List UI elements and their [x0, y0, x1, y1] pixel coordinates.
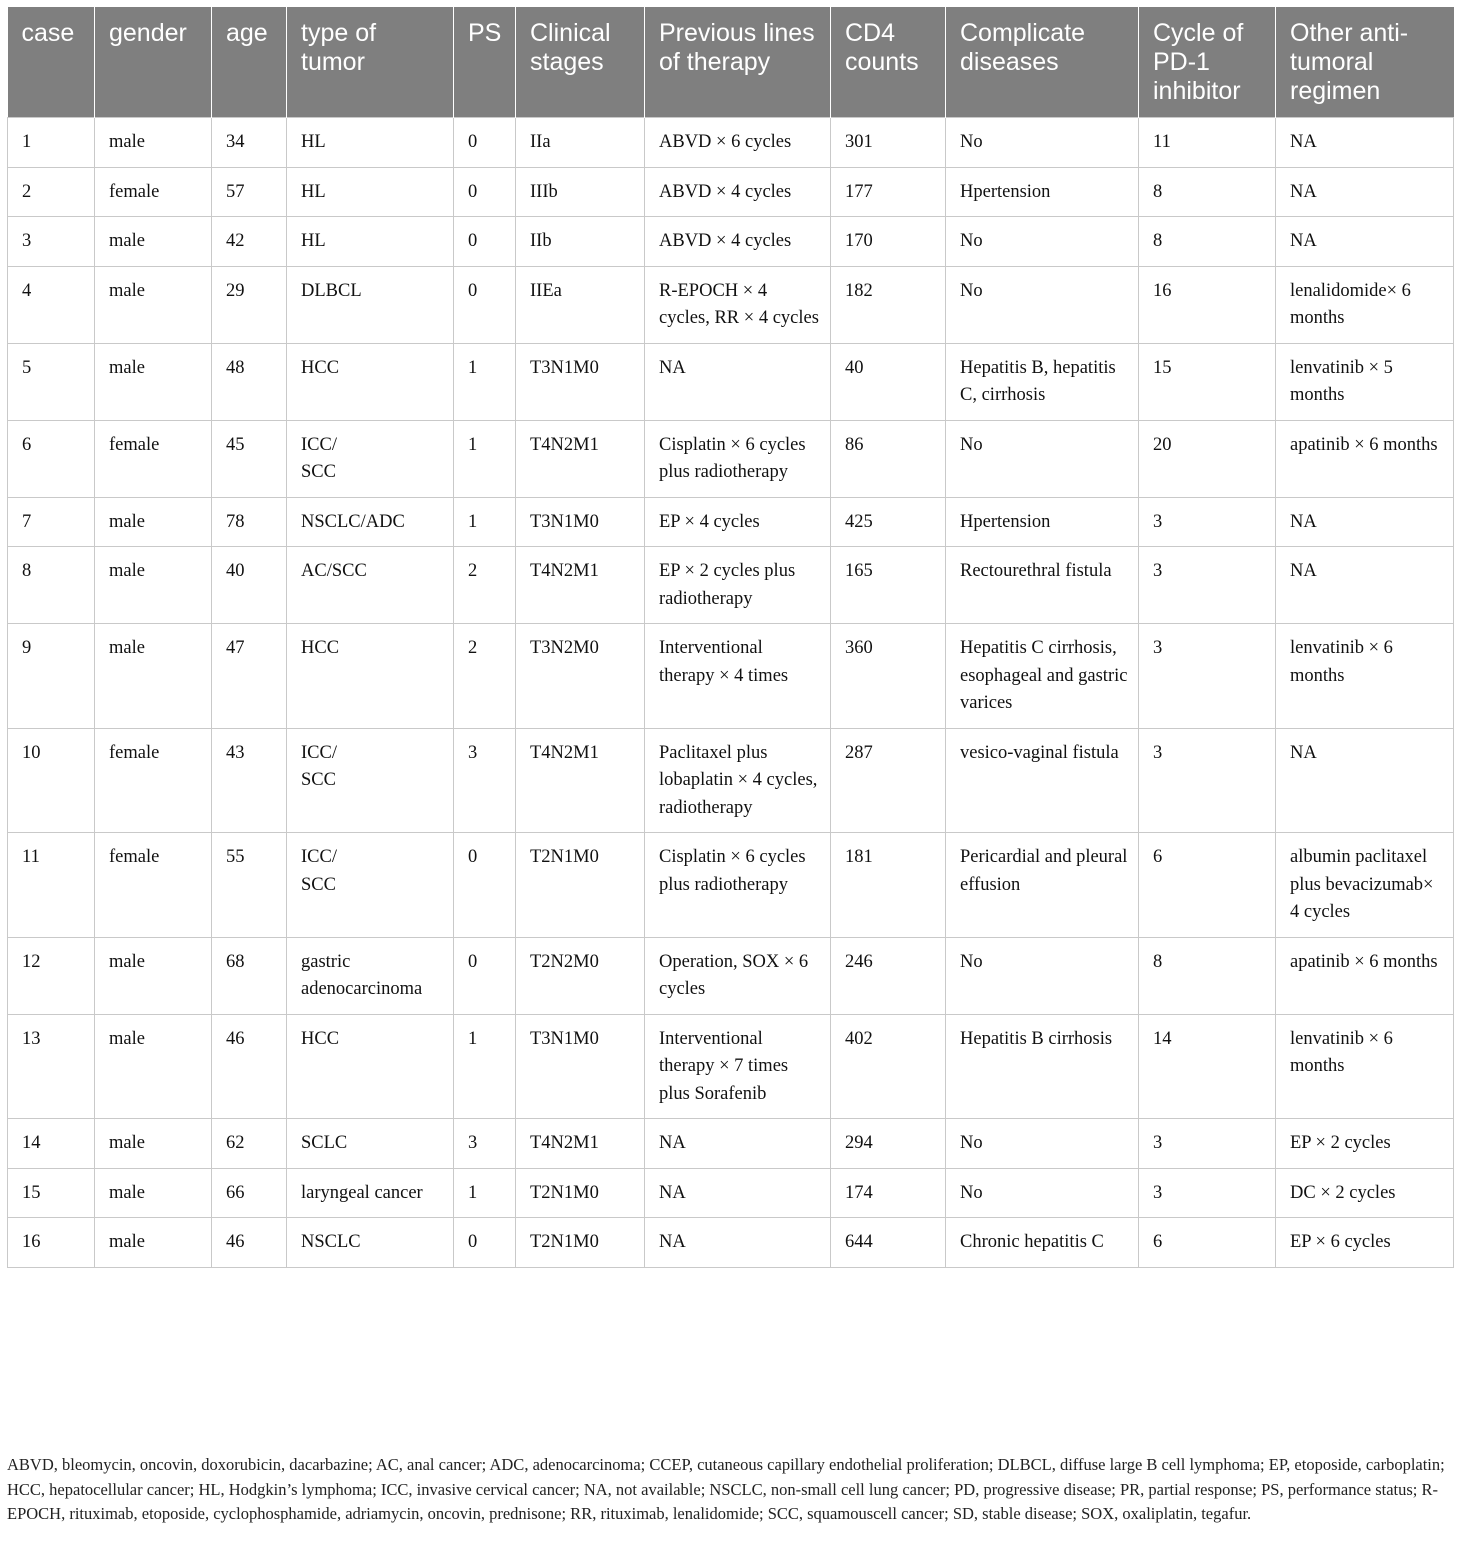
cell-complicate-disease: No — [946, 1168, 1139, 1218]
cell-pd1-cycles: 6 — [1139, 1218, 1276, 1268]
cell-tumor-type: ICC/ SCC — [287, 420, 454, 497]
header-previous-therapy: Previous lines of therapy — [645, 7, 831, 118]
cell-pd1-cycles: 11 — [1139, 118, 1276, 168]
cell-other-regimen: NA — [1276, 217, 1454, 267]
cell-other-regimen: albumin paclitaxel plus bevacizumab× 4 cycles — [1276, 833, 1454, 938]
cell-previous-therapy: ABVD × 4 cycles — [645, 217, 831, 267]
table-row — [8, 547, 1454, 624]
cell-age: 55 — [212, 833, 287, 938]
cell-pd1-cycles: 3 — [1139, 547, 1276, 624]
cell-ps: 2 — [454, 547, 516, 624]
table-row — [8, 624, 1454, 729]
cell-tumor-type: HL — [287, 167, 454, 217]
cell-case: 9 — [8, 624, 95, 729]
table-row — [8, 833, 1454, 938]
cell-gender: male — [95, 1119, 212, 1169]
cell-complicate-disease: Hpertension — [946, 167, 1139, 217]
cell-gender: male — [95, 1168, 212, 1218]
cell-case: 15 — [8, 1168, 95, 1218]
cell-cd4-count: 287 — [831, 728, 946, 833]
cell-gender: male — [95, 343, 212, 420]
cell-pd1-cycles: 8 — [1139, 937, 1276, 1014]
cell-ps: 0 — [454, 217, 516, 267]
cell-case: 3 — [8, 217, 95, 267]
cell-gender: male — [95, 118, 212, 168]
cell-gender: male — [95, 266, 212, 343]
cell-ps: 0 — [454, 266, 516, 343]
cell-case: 8 — [8, 547, 95, 624]
cell-other-regimen: EP × 6 cycles — [1276, 1218, 1454, 1268]
cell-complicate-disease: No — [946, 420, 1139, 497]
cell-complicate-disease: Hepatitis C cirrhosis, esophageal and gastric varices — [946, 624, 1139, 729]
cell-case: 16 — [8, 1218, 95, 1268]
cell-age: 48 — [212, 343, 287, 420]
cell-cd4-count: 425 — [831, 497, 946, 547]
cell-clinical-stage: T3N1M0 — [516, 343, 645, 420]
cell-other-regimen: lenvatinib × 6 months — [1276, 1014, 1454, 1119]
cell-gender: male — [95, 1014, 212, 1119]
cell-pd1-cycles: 8 — [1139, 167, 1276, 217]
cell-cd4-count: 165 — [831, 547, 946, 624]
cell-clinical-stage: IIa — [516, 118, 645, 168]
cell-complicate-disease: vesico-vaginal fistula — [946, 728, 1139, 833]
cell-gender: female — [95, 167, 212, 217]
cell-other-regimen: lenvatinib × 5 months — [1276, 343, 1454, 420]
cell-age: 43 — [212, 728, 287, 833]
cell-case: 13 — [8, 1014, 95, 1119]
cell-clinical-stage: T2N1M0 — [516, 1168, 645, 1218]
cell-cd4-count: 86 — [831, 420, 946, 497]
header-pd1-cycles: Cycle of PD-1 inhibitor — [1139, 7, 1276, 118]
cell-gender: male — [95, 217, 212, 267]
cell-case: 11 — [8, 833, 95, 938]
cell-age: 78 — [212, 497, 287, 547]
cell-ps: 0 — [454, 937, 516, 1014]
cell-ps: 1 — [454, 420, 516, 497]
cell-age: 40 — [212, 547, 287, 624]
cell-clinical-stage: IIEa — [516, 266, 645, 343]
cell-complicate-disease: Pericardial and pleural effusion — [946, 833, 1139, 938]
table-row — [8, 728, 1454, 833]
cell-tumor-type: ICC/ SCC — [287, 833, 454, 938]
cell-cd4-count: 170 — [831, 217, 946, 267]
cell-previous-therapy: Interventional therapy × 7 times plus Sorafenib — [645, 1014, 831, 1119]
cell-pd1-cycles: 15 — [1139, 343, 1276, 420]
patient-characteristics-table — [7, 7, 1454, 1268]
cell-cd4-count: 644 — [831, 1218, 946, 1268]
cell-cd4-count: 301 — [831, 118, 946, 168]
cell-ps: 0 — [454, 833, 516, 938]
cell-age: 68 — [212, 937, 287, 1014]
cell-other-regimen: DC × 2 cycles — [1276, 1168, 1454, 1218]
cell-tumor-type: gastric adenocarcinoma — [287, 937, 454, 1014]
cell-previous-therapy: Operation, SOX × 6 cycles — [645, 937, 831, 1014]
cell-clinical-stage: T3N1M0 — [516, 1014, 645, 1119]
cell-ps: 0 — [454, 1218, 516, 1268]
cell-complicate-disease: Hpertension — [946, 497, 1139, 547]
cell-pd1-cycles: 6 — [1139, 833, 1276, 938]
cell-other-regimen: NA — [1276, 118, 1454, 168]
cell-previous-therapy: EP × 2 cycles plus radiotherapy — [645, 547, 831, 624]
table-row — [8, 497, 1454, 547]
cell-ps: 0 — [454, 118, 516, 168]
cell-other-regimen: apatinib × 6 months — [1276, 420, 1454, 497]
cell-clinical-stage: T3N1M0 — [516, 497, 645, 547]
cell-ps: 2 — [454, 624, 516, 729]
cell-other-regimen: NA — [1276, 167, 1454, 217]
cell-cd4-count: 246 — [831, 937, 946, 1014]
table-row — [8, 343, 1454, 420]
table-row — [8, 1218, 1454, 1268]
cell-previous-therapy: EP × 4 cycles — [645, 497, 831, 547]
table-footnote: ABVD, bleomycin, oncovin, doxorubicin, dacarbazine; AC, anal cancer; ADC, adenocarcinoma; CCEP, cutaneous capillary endothelial proliferation; DLBCL, diffuse large B cell lymphoma; EP, etoposide, carboplatin; HCC, hepatocellular cancer; HL, Hodgkin’s lymphoma; ICC, invasive cervical cancer; NA, not available; NSCLC, non-small cell lung cancer; PD, progressive disease; PR, partial response; PS, performance status; R-EPOCH, rituximab, etoposide, cyclophosphamide, adriamycin, oncovin, prednisone; RR, rituximab, lenalidomide; SCC, squamouscell cancer; SD, stable disease; SOX, oxaliplatin, tegafur. — [7, 1455, 1445, 1523]
cell-other-regimen: NA — [1276, 547, 1454, 624]
table-row — [8, 217, 1454, 267]
header-cd4-counts: CD4 counts — [831, 7, 946, 118]
cell-gender: male — [95, 547, 212, 624]
cell-clinical-stage: T4N2M1 — [516, 1119, 645, 1169]
cell-case: 6 — [8, 420, 95, 497]
cell-tumor-type: HL — [287, 118, 454, 168]
cell-tumor-type: NSCLC — [287, 1218, 454, 1268]
cell-clinical-stage: T2N1M0 — [516, 1218, 645, 1268]
cell-complicate-disease: No — [946, 937, 1139, 1014]
cell-ps: 1 — [454, 1168, 516, 1218]
cell-complicate-disease: Hepatitis B, hepatitis C, cirrhosis — [946, 343, 1139, 420]
cell-cd4-count: 181 — [831, 833, 946, 938]
cell-case: 7 — [8, 497, 95, 547]
table-row — [8, 266, 1454, 343]
cell-clinical-stage: T4N2M1 — [516, 547, 645, 624]
cell-case: 14 — [8, 1119, 95, 1169]
cell-cd4-count: 40 — [831, 343, 946, 420]
cell-previous-therapy: NA — [645, 1218, 831, 1268]
cell-other-regimen: apatinib × 6 months — [1276, 937, 1454, 1014]
cell-other-regimen: lenalidomide× 6 months — [1276, 266, 1454, 343]
cell-other-regimen: NA — [1276, 728, 1454, 833]
table-row — [8, 167, 1454, 217]
cell-previous-therapy: NA — [645, 1168, 831, 1218]
cell-gender: male — [95, 624, 212, 729]
cell-case: 1 — [8, 118, 95, 168]
cell-cd4-count: 294 — [831, 1119, 946, 1169]
header-case: case — [8, 7, 95, 118]
cell-tumor-type: laryngeal cancer — [287, 1168, 454, 1218]
cell-tumor-type: AC/SCC — [287, 547, 454, 624]
header-other-regimen: Other anti-tumoral regimen — [1276, 7, 1454, 118]
cell-previous-therapy: NA — [645, 343, 831, 420]
cell-pd1-cycles: 3 — [1139, 1168, 1276, 1218]
cell-ps: 1 — [454, 1014, 516, 1119]
cell-complicate-disease: Hepatitis B cirrhosis — [946, 1014, 1139, 1119]
cell-gender: male — [95, 1218, 212, 1268]
table-row — [8, 1168, 1454, 1218]
cell-ps: 1 — [454, 497, 516, 547]
header-ps: PS — [454, 7, 516, 118]
table-row — [8, 118, 1454, 168]
cell-cd4-count: 174 — [831, 1168, 946, 1218]
cell-pd1-cycles: 8 — [1139, 217, 1276, 267]
cell-complicate-disease: No — [946, 217, 1139, 267]
table-row — [8, 1014, 1454, 1119]
cell-clinical-stage: T4N2M1 — [516, 728, 645, 833]
cell-tumor-type: SCLC — [287, 1119, 454, 1169]
cell-cd4-count: 402 — [831, 1014, 946, 1119]
cell-ps: 0 — [454, 167, 516, 217]
cell-previous-therapy: NA — [645, 1119, 831, 1169]
cell-other-regimen: EP × 2 cycles — [1276, 1119, 1454, 1169]
cell-age: 57 — [212, 167, 287, 217]
cell-gender: male — [95, 497, 212, 547]
cell-age: 42 — [212, 217, 287, 267]
header-clinical-stages: Clinical stages — [516, 7, 645, 118]
cell-tumor-type: HL — [287, 217, 454, 267]
table-container — [7, 7, 1453, 1268]
cell-previous-therapy: ABVD × 4 cycles — [645, 167, 831, 217]
cell-age: 46 — [212, 1218, 287, 1268]
cell-previous-therapy: R-EPOCH × 4 cycles, RR × 4 cycles — [645, 266, 831, 343]
cell-ps: 1 — [454, 343, 516, 420]
cell-age: 62 — [212, 1119, 287, 1169]
cell-case: 4 — [8, 266, 95, 343]
cell-complicate-disease: Rectourethral fistula — [946, 547, 1139, 624]
cell-pd1-cycles: 16 — [1139, 266, 1276, 343]
cell-pd1-cycles: 14 — [1139, 1014, 1276, 1119]
header-complicate-diseases: Complicate diseases — [946, 7, 1139, 118]
cell-previous-therapy: Cisplatin × 6 cycles plus radiotherapy — [645, 420, 831, 497]
cell-clinical-stage: IIIb — [516, 167, 645, 217]
cell-tumor-type: HCC — [287, 1014, 454, 1119]
cell-gender: male — [95, 937, 212, 1014]
cell-case: 5 — [8, 343, 95, 420]
cell-tumor-type: HCC — [287, 343, 454, 420]
cell-complicate-disease: No — [946, 1119, 1139, 1169]
cell-age: 34 — [212, 118, 287, 168]
cell-cd4-count: 177 — [831, 167, 946, 217]
cell-pd1-cycles: 3 — [1139, 624, 1276, 729]
cell-pd1-cycles: 3 — [1139, 1119, 1276, 1169]
header-gender: gender — [95, 7, 212, 118]
table-row — [8, 1119, 1454, 1169]
cell-ps: 3 — [454, 728, 516, 833]
cell-clinical-stage: T4N2M1 — [516, 420, 645, 497]
cell-tumor-type: NSCLC/ADC — [287, 497, 454, 547]
cell-other-regimen: NA — [1276, 497, 1454, 547]
header-tumor-type: type of tumor — [287, 7, 454, 118]
cell-pd1-cycles: 3 — [1139, 728, 1276, 833]
cell-tumor-type: HCC — [287, 624, 454, 729]
cell-complicate-disease: No — [946, 266, 1139, 343]
cell-complicate-disease: No — [946, 118, 1139, 168]
cell-pd1-cycles: 3 — [1139, 497, 1276, 547]
cell-age: 47 — [212, 624, 287, 729]
cell-case: 12 — [8, 937, 95, 1014]
cell-gender: female — [95, 833, 212, 938]
header-age: age — [212, 7, 287, 118]
cell-cd4-count: 182 — [831, 266, 946, 343]
cell-age: 66 — [212, 1168, 287, 1218]
cell-previous-therapy: Paclitaxel plus lobaplatin × 4 cycles, radiotherapy — [645, 728, 831, 833]
table-row — [8, 420, 1454, 497]
cell-previous-therapy: Interventional therapy × 4 times — [645, 624, 831, 729]
header-row — [8, 7, 1454, 118]
cell-clinical-stage: T2N2M0 — [516, 937, 645, 1014]
cell-cd4-count: 360 — [831, 624, 946, 729]
cell-age: 29 — [212, 266, 287, 343]
cell-age: 45 — [212, 420, 287, 497]
cell-complicate-disease: Chronic hepatitis C — [946, 1218, 1139, 1268]
cell-clinical-stage: T2N1M0 — [516, 833, 645, 938]
cell-gender: female — [95, 420, 212, 497]
cell-clinical-stage: T3N2M0 — [516, 624, 645, 729]
cell-gender: female — [95, 728, 212, 833]
cell-tumor-type: ICC/ SCC — [287, 728, 454, 833]
cell-case: 2 — [8, 167, 95, 217]
cell-previous-therapy: Cisplatin × 6 cycles plus radiotherapy — [645, 833, 831, 938]
cell-other-regimen: lenvatinib × 6 months — [1276, 624, 1454, 729]
cell-ps: 3 — [454, 1119, 516, 1169]
cell-pd1-cycles: 20 — [1139, 420, 1276, 497]
table-row — [8, 937, 1454, 1014]
cell-case: 10 — [8, 728, 95, 833]
cell-age: 46 — [212, 1014, 287, 1119]
cell-previous-therapy: ABVD × 6 cycles — [645, 118, 831, 168]
cell-clinical-stage: IIb — [516, 217, 645, 267]
cell-tumor-type: DLBCL — [287, 266, 454, 343]
